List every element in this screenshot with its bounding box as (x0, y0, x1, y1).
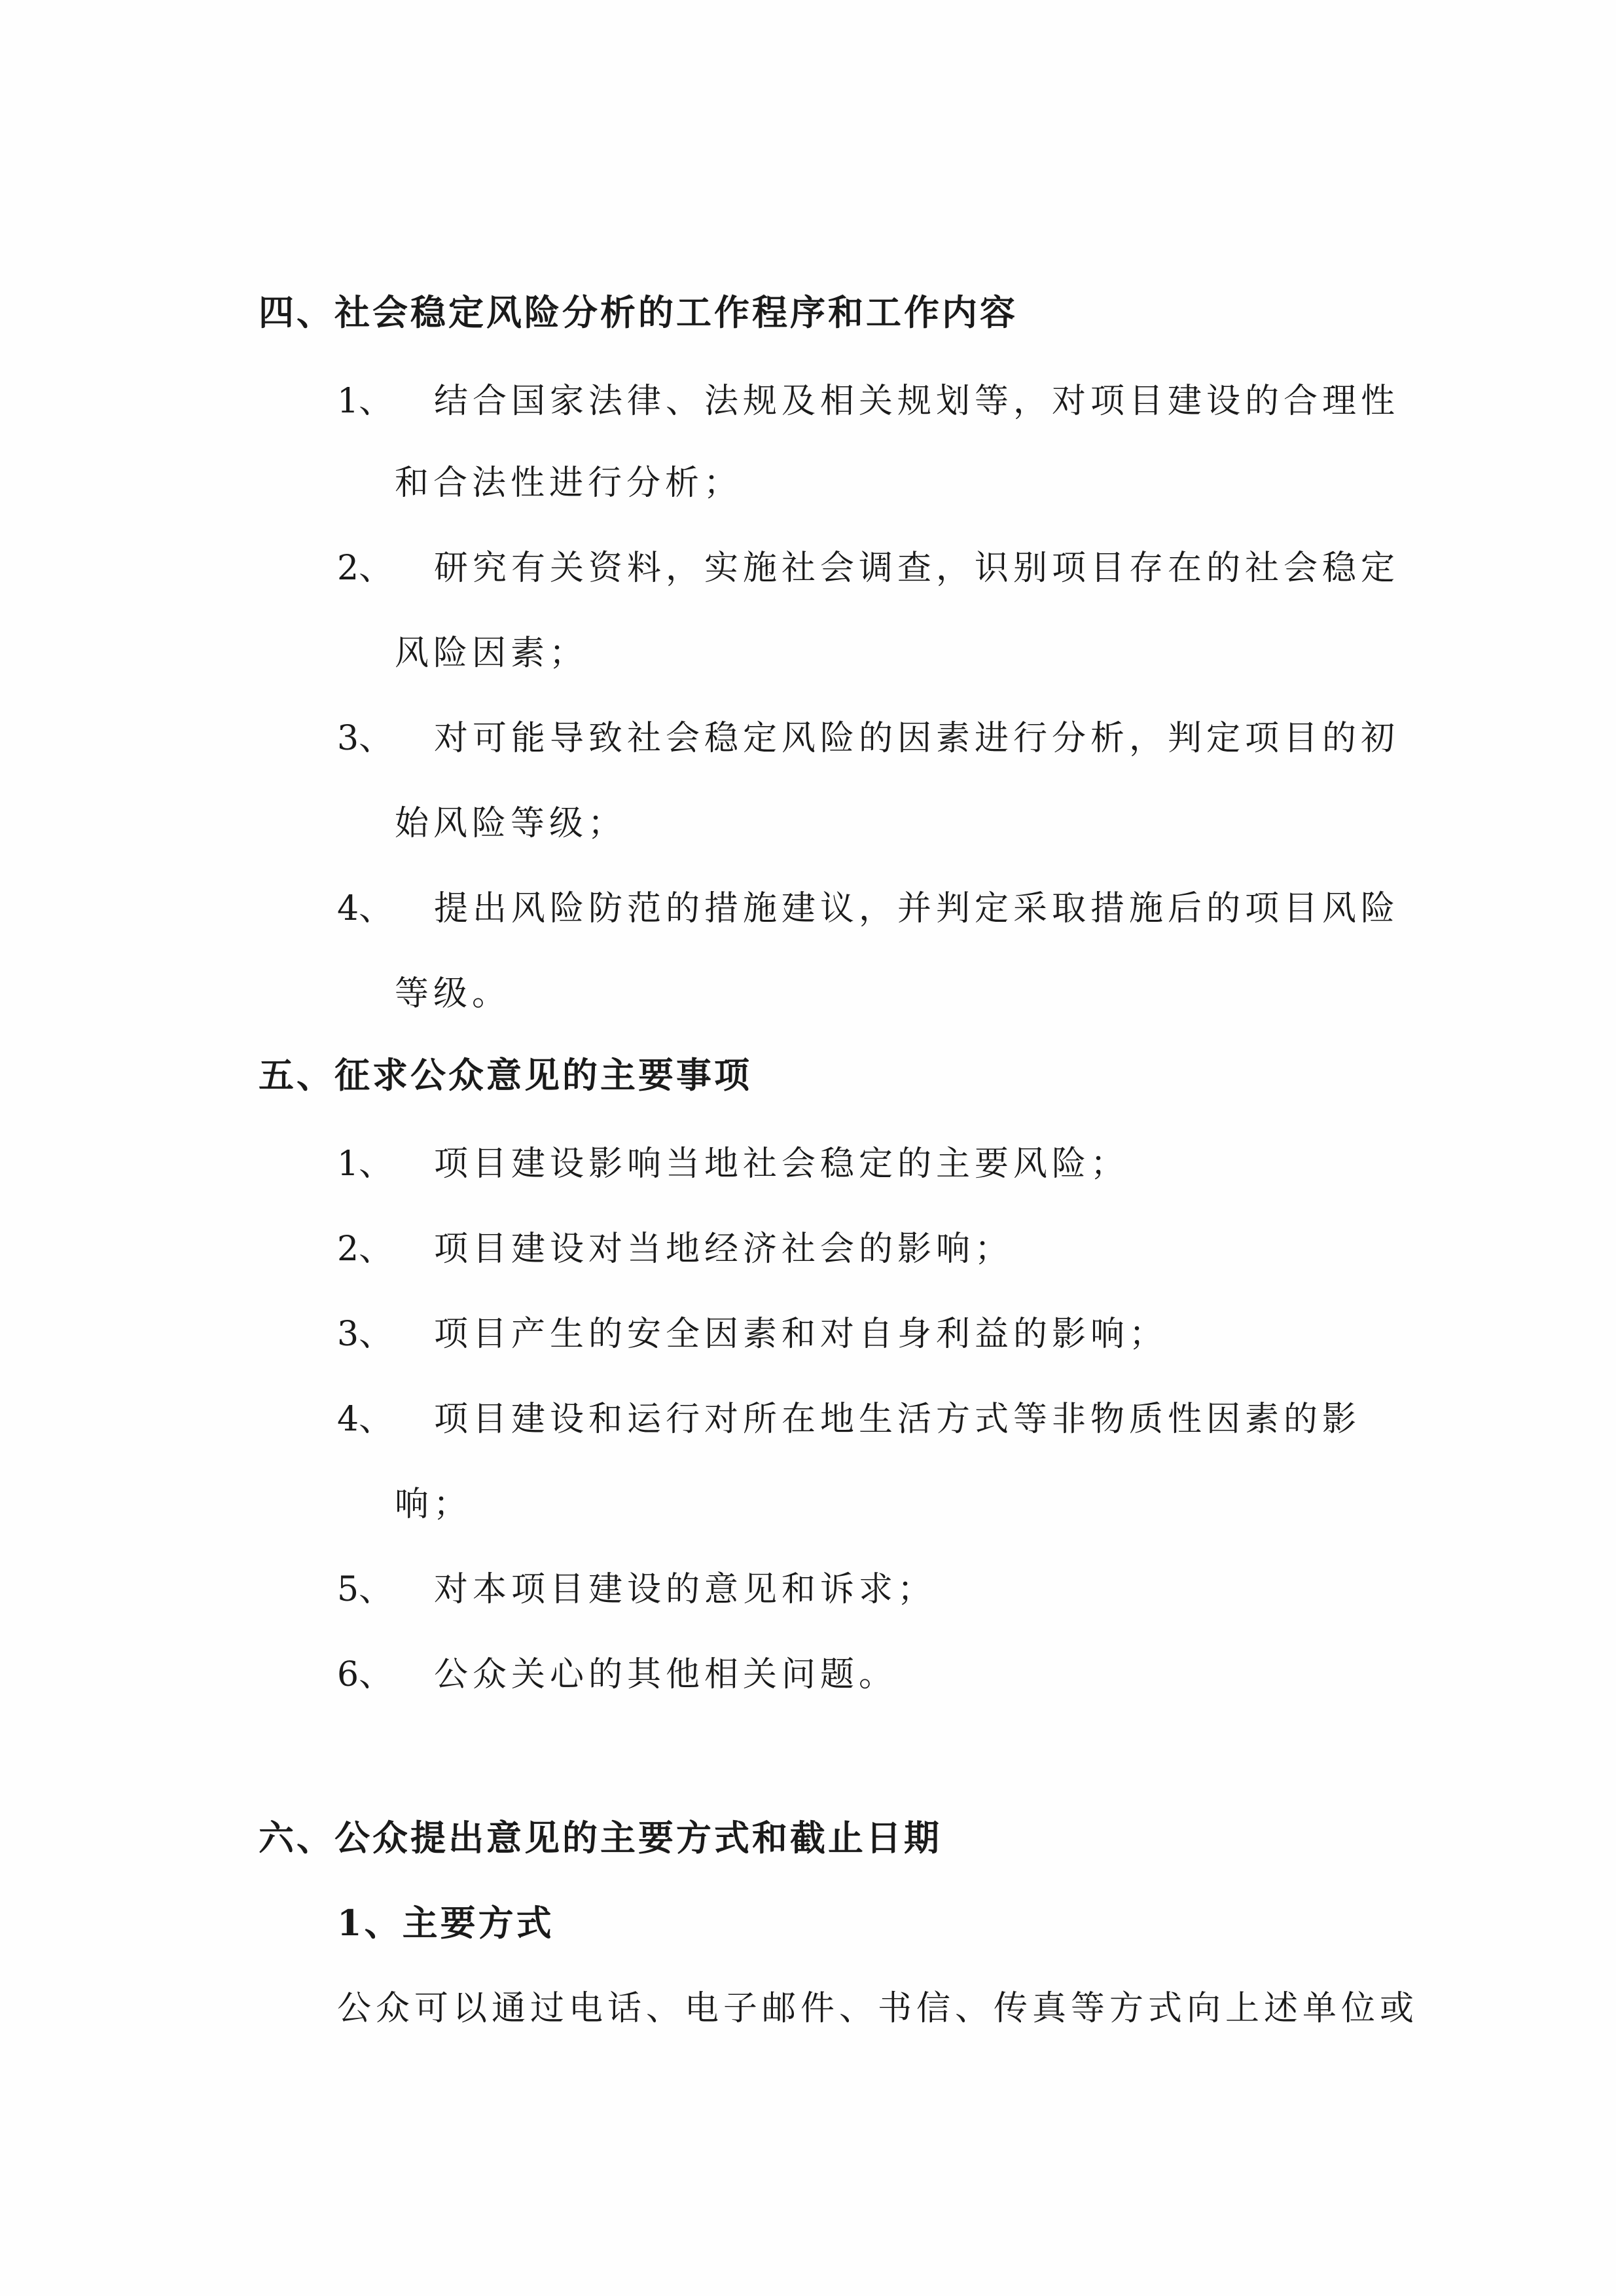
section-4-item-1-line-2: 和合法性进行分析； (395, 464, 743, 503)
section-5-item-5-number: 5、 (337, 1570, 393, 1609)
section-5-item-5-line-1: 对本项目建设的意见和诉求； (434, 1570, 937, 1609)
section-5-item-6-number: 6、 (337, 1655, 393, 1694)
section-5-item-3-line-1: 项目产生的安全因素和对自身利益的影响； (434, 1315, 1168, 1354)
section-6-paragraph: 公众可以通过电话、电子邮件、书信、传真等方式向上述单位或 (337, 1989, 1419, 2028)
section-4-item-3-number: 3、 (337, 719, 393, 758)
section-4-item-1-line-1: 结合国家法律、法规及相关规划等，对项目建设的合理性 (434, 382, 1400, 421)
section-5-item-1-line-1: 项目建设影响当地社会稳定的主要风险； (434, 1144, 1130, 1184)
section-4-item-4-line-1: 提出风险防范的措施建议，并判定采取措施后的项目风险 (434, 889, 1400, 928)
section-5-item-3-number: 3、 (337, 1315, 393, 1354)
section-4-item-2-number: 2、 (337, 549, 393, 588)
section-6-heading: 六、公众提出意见的主要方式和截止日期 (259, 1817, 942, 1859)
section-4-item-3-line-2: 始风险等级； (395, 804, 627, 843)
section-4-item-4-line-2: 等级。 (395, 974, 511, 1013)
section-5-item-4-line-1: 项目建设和运行对所在地生活方式等非物质性因素的影 (434, 1400, 1361, 1439)
section-5-item-2-line-1: 项目建设对当地经济社会的影响； (434, 1230, 1014, 1269)
section-4-heading: 四、社会稳定风险分析的工作程序和工作内容 (259, 291, 1018, 333)
section-5-item-4-number: 4、 (337, 1400, 393, 1439)
section-5-item-4-line-2: 响； (395, 1485, 473, 1524)
section-5-item-6-line-1: 公众关心的其他相关问题。 (434, 1655, 898, 1694)
section-4-item-4-number: 4、 (337, 889, 393, 928)
section-4-item-3-line-1: 对可能导致社会稳定风险的因素进行分析，判定项目的初 (434, 719, 1400, 758)
section-5-item-1-number: 1、 (337, 1144, 393, 1184)
section-5-item-2-number: 2、 (337, 1230, 393, 1269)
section-4-item-2-line-1: 研究有关资料，实施社会调查，识别项目存在的社会稳定 (434, 549, 1400, 588)
section-4-item-1-number: 1、 (337, 382, 393, 421)
section-4-item-2-line-2: 风险因素； (395, 634, 588, 673)
section-5-heading: 五、征求公众意见的主要事项 (259, 1054, 752, 1096)
section-6-subheading: 1、主要方式 (337, 1902, 554, 1944)
